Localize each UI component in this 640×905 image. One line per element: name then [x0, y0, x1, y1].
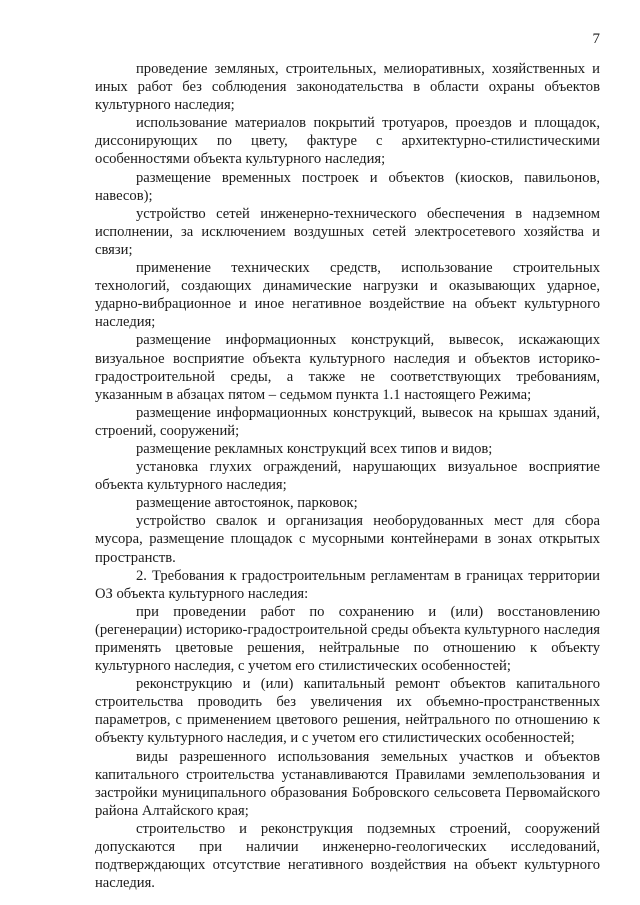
paragraph: размещение рекламных конструкций всех типов и видов; [136, 440, 493, 457]
paragraph: использование материалов покрытий тротуаров, проездов и площадок, диссонирующих по цвету, фактуре с архитектурно-стилистическими особенностями объекта культурного наследия; [95, 115, 600, 168]
paragraph: строительство и реконструкция подземных строений, сооружений допускаются при наличии инженерно-геологических исследований, подтверждающих отсутствие негативного воздействия на объект культурного наследия. [95, 820, 600, 892]
paragraph: размещение информационных конструкций, вывесок, искажающих визуальное восприятие объекта культурного наследия и объектов историко-градостроительной среды, а также не соответствующих требованиям, указанным в абзацах пятом – седьмом пункта 1.1 настоящего Режима; [95, 332, 600, 403]
paragraph: применение технических средств, использование строительных технологий, создающих динамические нагрузки и оказывающих ударное, ударно-вибрационное и иное негативное воздействие на объект культурного наследия; [95, 260, 600, 331]
paragraph: устройство свалок и организация необорудованных мест для сбора мусора, размещение площадок с мусорными контейнерами в зонах открытых пространств. [95, 513, 600, 566]
paragraph: размещение информационных конструкций, вывесок на крышах зданий, строений, сооружений; [95, 404, 600, 439]
page-number: 7 [592, 31, 600, 47]
paragraph: виды разрешенного использования земельных участков и объектов капитального строительства устанавливаются Правилами землепользования и застройки муниципального образования Бобровского сельсовета Первомайского района Алтайского края; [95, 748, 600, 819]
section-heading: 2. Требования к градостроительным регламентам в границах территории ОЗ объекта культурного наследия: [95, 567, 600, 602]
paragraph: размещение автостоянок, парковок; [136, 495, 358, 512]
document-body [95, 60, 600, 892]
paragraph: реконструкцию и (или) капитальный ремонт объектов капитального строительства проводить без увеличения их объемно-пространственных параметров, с применением цветового решения, нейтрального по отношению к объекту культурного наследия, и с учетом его стилистических особенностей; [95, 676, 600, 747]
paragraph: размещение временных построек и объектов (киосков, павильонов, навесов); [95, 169, 600, 204]
paragraph: устройство сетей инженерно-технического обеспечения в надземном исполнении, за исключением воздушных сетей электросетевого хозяйства и связи; [95, 205, 600, 258]
paragraph: при проведении работ по сохранению и (или) восстановлению (регенерации) историко-градостроительной среды объекта культурного наследия применять цветовые решения, нейтральные по отношению к объекту культурного наследия, с учетом его стилистических особенностей; [95, 603, 600, 675]
paragraph: проведение земляных, строительных, мелиоративных, хозяйственных и иных работ без соблюдения законодательства в области охраны объектов культурного наследия; [95, 61, 600, 114]
paragraph: установка глухих ограждений, нарушающих визуальное восприятие объекта культурного наследия; [95, 459, 600, 494]
